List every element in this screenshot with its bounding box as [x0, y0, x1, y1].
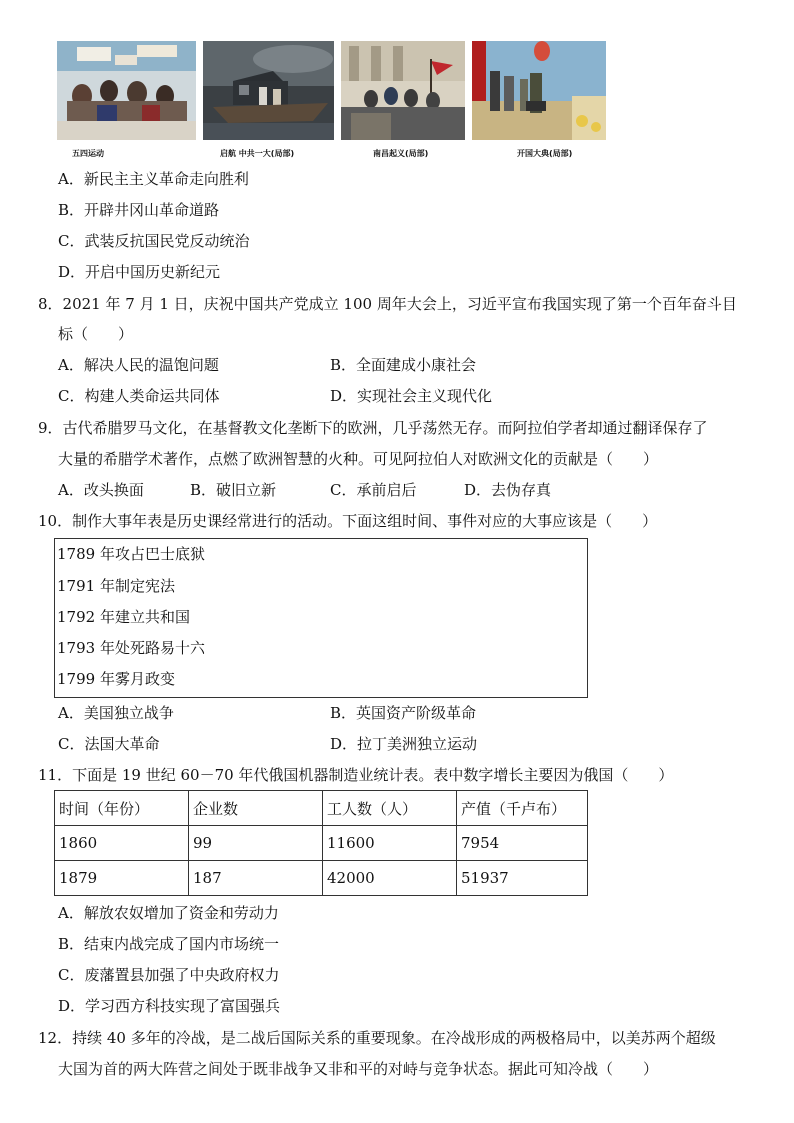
q9-option-b[interactable]: B．破旧立新 — [190, 481, 277, 499]
table-header-cell: 产值（千卢布） — [457, 791, 588, 826]
q9-stem-line1: 9．古代希腊罗马文化，在基督教文化垄断下的欧洲，几乎荡然无存。而阿拉伯学者却通过翻译保存了 — [38, 419, 708, 437]
q10-option-c[interactable]: C．法国大革命 — [58, 735, 160, 753]
table-cell: 1860 — [55, 826, 189, 861]
q10-event-1799: 1799 年雾月政变 — [57, 670, 175, 688]
q10-event-1789: 1789 年攻占巴士底狱 — [57, 545, 205, 563]
q11-stem: 11．下面是 19 世纪 60－70 年代俄国机器制造业统计表。表中数字增长主要因为俄国（ ） — [38, 766, 674, 784]
q12-stem-line2: 大国为首的两大阵营之间处于既非战争又非和平的对峙与竞争状态。据此可知冷战（ ） — [58, 1060, 659, 1078]
table-header-row — [55, 791, 588, 826]
q10-stem: 10．制作大事年表是历史课经常进行的活动。下面这组时间、事件对应的大事应该是（ ） — [38, 512, 658, 530]
q12-stem-line1: 12．持续 40 多年的冷战，是二战后国际关系的重要现象。在冷战形成的两极格局中，以美苏两个超级 — [38, 1029, 716, 1047]
table-cell: 51937 — [457, 861, 588, 896]
q8-stem-line1: 8．2021 年 7 月 1 日，庆祝中国共产党成立 100 周年大会上，习近平宣布我国实现了第一个百年奋斗目 — [38, 295, 737, 313]
q7-option-d[interactable]: D．开启中国历史新纪元 — [58, 263, 221, 281]
q10-option-b[interactable]: B．英国资产阶级革命 — [330, 704, 477, 722]
q8-stem-line2: 标（ ） — [58, 325, 134, 343]
q8-option-b[interactable]: B．全面建成小康社会 — [330, 356, 477, 374]
table-cell: 42000 — [323, 861, 457, 896]
table-cell: 187 — [189, 861, 323, 896]
q10-event-1791: 1791 年制定宪法 — [57, 577, 175, 595]
table-cell: 99 — [189, 826, 323, 861]
table-cell: 7954 — [457, 826, 588, 861]
q11-option-d[interactable]: D．学习西方科技实现了富国强兵 — [58, 997, 281, 1015]
first-congress-boat-image — [203, 41, 334, 140]
table-row — [55, 826, 588, 861]
q9-stem-line2: 大量的希腊学术著作，点燃了欧洲智慧的火种。可见阿拉伯人对欧洲文化的贡献是（ ） — [58, 450, 659, 468]
q11-option-c[interactable]: C．废藩置县加强了中央政府权力 — [58, 966, 280, 984]
q10-option-a[interactable]: A．美国独立战争 — [58, 704, 174, 722]
founding-ceremony-image — [472, 41, 606, 140]
q11-option-a[interactable]: A．解放农奴增加了资金和劳动力 — [58, 904, 279, 922]
q9-option-a[interactable]: A．改头换面 — [58, 481, 144, 499]
nanchang-uprising-image — [341, 41, 465, 140]
table-cell: 1879 — [55, 861, 189, 896]
image-caption-nanchang: 南昌起义(局部) — [373, 149, 429, 158]
table-header-cell: 时间（年份） — [55, 791, 189, 826]
table-header-cell: 工人数（人） — [323, 791, 457, 826]
image-caption-first-congress: 启航 中共一大(局部) — [220, 149, 295, 158]
q9-option-d[interactable]: D．去伪存真 — [464, 481, 552, 499]
q10-option-d[interactable]: D．拉丁美洲独立运动 — [330, 735, 478, 753]
q8-option-a[interactable]: A．解决人民的温饱问题 — [58, 356, 219, 374]
q10-event-1793: 1793 年处死路易十六 — [57, 639, 205, 657]
table-header-cell: 企业数 — [189, 791, 323, 826]
q10-event-1792: 1792 年建立共和国 — [57, 608, 190, 626]
table-row — [55, 861, 588, 896]
q8-option-d[interactable]: D．实现社会主义现代化 — [330, 387, 493, 405]
image-caption-may-fourth: 五四运动 — [72, 149, 104, 158]
q11-option-b[interactable]: B．结束内战完成了国内市场统一 — [58, 935, 280, 953]
may-fourth-movement-image — [57, 41, 196, 140]
q11-stats-table — [54, 790, 588, 896]
q7-option-c[interactable]: C．武装反抗国民党反动统治 — [58, 232, 250, 250]
table-cell: 11600 — [323, 826, 457, 861]
image-caption-founding: 开国大典(局部) — [517, 149, 573, 158]
q7-option-a[interactable]: A．新民主主义革命走向胜利 — [58, 170, 249, 188]
q7-option-b[interactable]: B．开辟井冈山革命道路 — [58, 201, 220, 219]
q8-option-c[interactable]: C．构建人类命运共同体 — [58, 387, 220, 405]
q9-option-c[interactable]: C．承前启后 — [330, 481, 417, 499]
